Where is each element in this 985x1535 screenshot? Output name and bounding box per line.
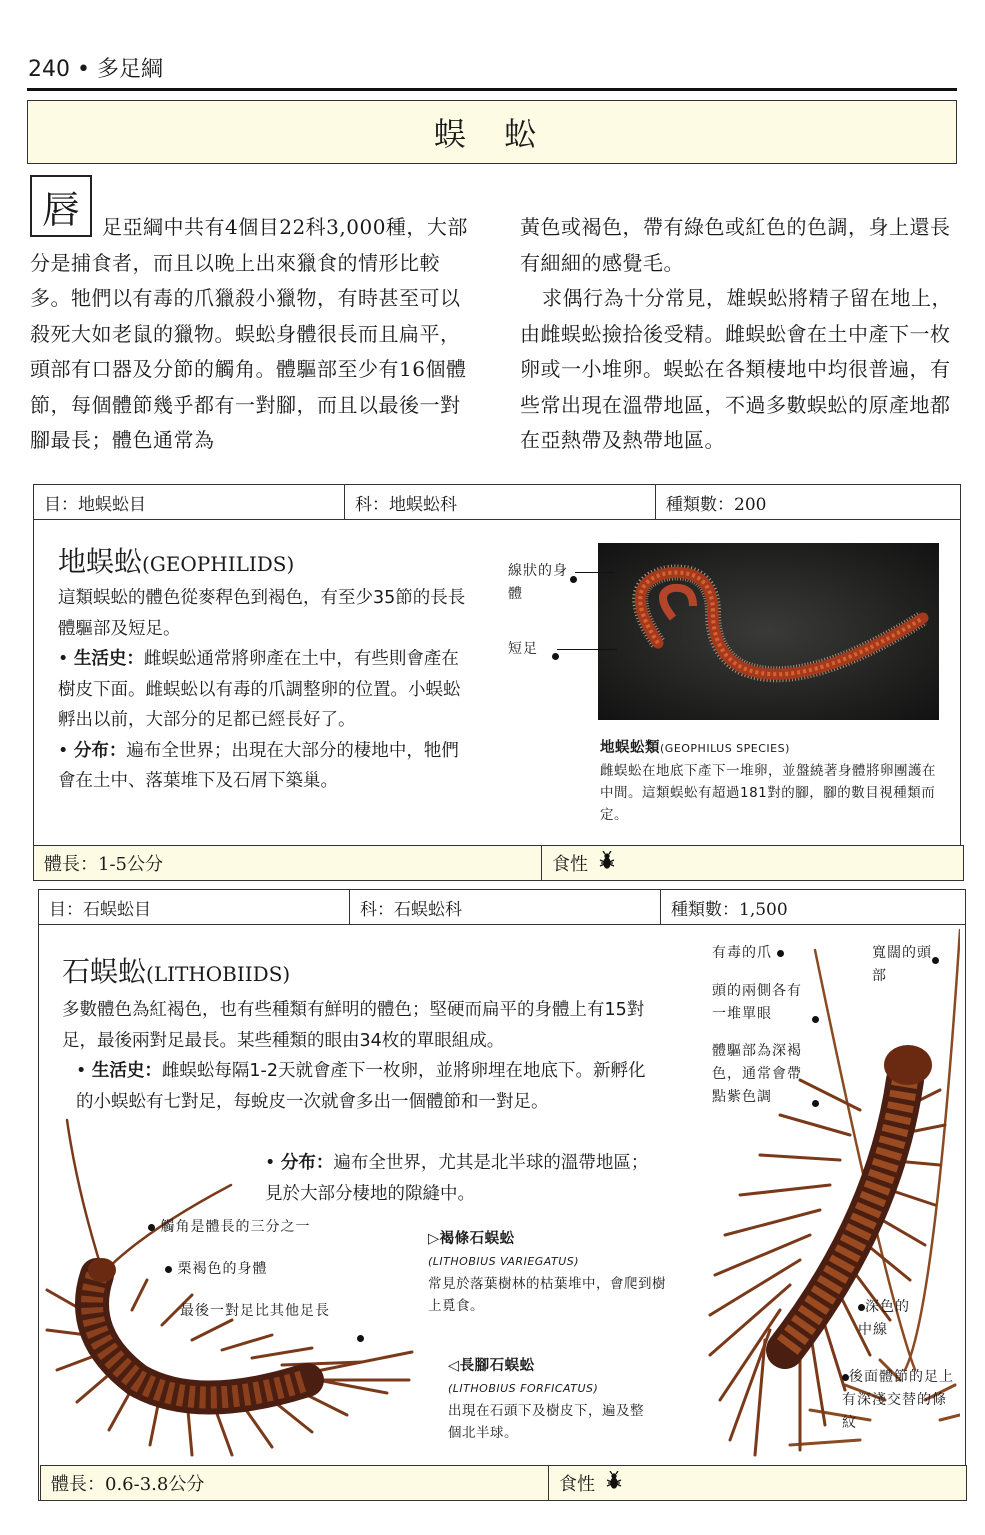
distribution: • 分布：遍布全世界；出現在大部分的棲地中，牠們會在土中、落葉堆下及石屑下築巢。 xyxy=(58,740,459,791)
life-history-text: 雌蜈蚣通常將卵產在土中，有些則會產在樹皮下面。雌蜈蚣以有毒的爪調整卵的位置。小蜈蚣孵出以前，大部分的足都已經長好了。 xyxy=(58,649,461,730)
species-name-en: (GEOPHILIDS) xyxy=(142,552,295,576)
insect-icon xyxy=(598,851,616,876)
note-latin: (LITHOBIUS FORFICATUS) xyxy=(448,1382,599,1395)
caption-latin: (GEOPHILUS SPECIES) xyxy=(660,742,790,755)
note-title: ▷褐條石蜈蚣 xyxy=(428,1231,515,1247)
note-title: ◁長腳石蜈蚣 xyxy=(448,1358,535,1374)
body-length: 體長：0.6-3.8公分 xyxy=(41,1466,549,1500)
drop-cap: 唇 xyxy=(30,175,92,237)
leader-dot xyxy=(812,1009,819,1028)
intro-paragraph-2: 求偶行為十分常見，雄蜈蚣將精子留在地上，由雌蜈蚣撿拾後受精。雌蜈蚣會在土中產下一枚卵或一小堆卵。蜈蚣在各類棲地中均很普遍，有些常出現在溫帶地區，不過多數蜈蚣的原產地都在亞熱帶及熱帶地區。 xyxy=(520,286,952,452)
caption-text: 雌蜈蚣在地底下產下一堆卵，並盤繞著身體將卵團護在中間。這類蜈蚣有超過181對的腳，腳的數目視種類而定。 xyxy=(600,763,936,823)
description-text: 這類蜈蚣的體色從麥稈色到褐色，有至少35節的長長體驅部及短足。 xyxy=(58,588,466,639)
label-chestnut-body: 栗褐色的身體 xyxy=(165,1258,267,1281)
diet xyxy=(549,1466,966,1500)
label-short-legs: 短足 xyxy=(508,641,538,657)
note-latin: (LITHOBIUS VARIEGATUS) xyxy=(428,1255,580,1268)
distribution-label: 分布： xyxy=(280,1153,334,1173)
order-cell: 目：石蜈蚣目 xyxy=(39,890,350,924)
life-history-label: 生活史： xyxy=(91,1061,162,1081)
species-description xyxy=(62,995,652,1117)
distribution-text: 遍布全世界，尤其是北半球的溫帶地區；見於大部分棲地的隙縫中。 xyxy=(265,1153,649,1204)
header-rule xyxy=(27,88,957,91)
species-name-cn: 地蜈蚣 xyxy=(58,545,143,578)
life-history: • 生活史：雌蜈蚣通常將卵產在土中，有些則會產在樹皮下面。雌蜈蚣以有毒的爪調整卵的位置。小蜈蚣孵出以前，大部分的足都已經長好了。 xyxy=(58,649,461,730)
distribution: • 分布：遍布全世界，尤其是北半球的溫帶地區；見於大部分棲地的隙縫中。 xyxy=(265,1153,649,1204)
leader-dot xyxy=(932,950,939,969)
label-venom-claws: 有毒的爪 xyxy=(712,942,784,965)
leader-dot xyxy=(812,1093,819,1112)
page-title: 蜈 蚣 xyxy=(27,100,957,164)
intro-paragraph-1: 黃色或褐色，帶有綠色或紅色的色調，身上還長有細細的感覺毛。 xyxy=(520,215,951,275)
label-last-legs: 最後一對足比其他足長 xyxy=(180,1303,330,1319)
diet-label: 食性 xyxy=(552,854,588,875)
lithobiids-footer xyxy=(40,1465,967,1501)
species-name-cn: 石蜈蚣 xyxy=(62,955,147,988)
note-text: 常見於落葉樹林的枯葉堆中，會爬到樹上覓食。 xyxy=(428,1276,666,1314)
geophilus-photo xyxy=(598,543,939,720)
note-text: 出現在石頭下及樹皮下，遍及整個北半球。 xyxy=(448,1403,644,1441)
description-text: 多數體色為紅褐色，也有些種類有鮮明的體色；堅硬而扁平的身體上有15對足，最後兩對足最長。某些種類的眼由34枚的單眼組成。 xyxy=(62,1000,645,1051)
label-trunk-color: 體驅部為深褐色，通常會帶點紫色調 xyxy=(712,1043,802,1105)
species-heading xyxy=(62,950,290,990)
label-dark-midline: 深色的中線 xyxy=(858,1299,910,1338)
body-length: 體長：1-5公分 xyxy=(34,846,542,880)
species-count-cell: 種類數：200 xyxy=(666,494,767,515)
family-cell: 科：地蜈蚣科 xyxy=(345,485,656,519)
label-broad-head: 寬闊的頭部 xyxy=(872,945,932,984)
photo-caption xyxy=(600,737,945,826)
species-count-cell: 種類數：1,500 xyxy=(671,899,788,920)
species-name-en: (LITHOBIIDS) xyxy=(146,962,291,986)
insect-icon xyxy=(605,1471,623,1496)
species-description xyxy=(58,583,468,797)
family-cell: 科：石蜈蚣科 xyxy=(350,890,661,924)
distribution-text: 遍布全世界；出現在大部分的棲地中，牠們會在土中、落葉堆下及石屑下築巢。 xyxy=(58,740,459,791)
diet xyxy=(542,846,963,880)
diet-label: 食性 xyxy=(559,1474,595,1495)
life-history: • 生活史：雌蜈蚣每隔1-2天就會產下一枚卵，並將卵埋在地底下。新孵化的小蜈蚣有七對足，每蛻皮一次就會多出一個體節和一對足。 xyxy=(76,1061,646,1112)
label-antenna: 觸角是體長的三分之一 xyxy=(148,1216,310,1239)
label-threadlike-body: 線狀的身體 xyxy=(508,563,568,602)
intro-right-column xyxy=(520,210,960,459)
caption-title: 地蜈蚣類 xyxy=(600,740,660,756)
geophilids-classification-bar xyxy=(33,484,961,520)
intro-left-column: 足亞綱中共有4個目22科3,000種，大部分是捕食者，而且以晚上出來獵食的情形比較多。牠們以有毒的爪獵殺小獵物，有時甚至可以殺死大如老鼠的獵物。蜈蚣身體很長而且扁平，頭部有口器及分節的觸角。體驅部至少有16個體節，每個體節幾乎都有一對腳，而且以最後一對腳最長；體色通常為 xyxy=(30,215,468,452)
distribution-label: 分布： xyxy=(73,740,127,761)
species-heading xyxy=(58,540,294,580)
species-note-variegatus xyxy=(428,1228,668,1317)
label-banded-legs: 後面體節的足上有深淺交替的條紋 xyxy=(842,1369,954,1431)
species-note-forficatus xyxy=(448,1355,648,1444)
label-ocelli: 頭的兩側各有一堆單眼 xyxy=(712,983,802,1022)
leader-line xyxy=(575,572,615,573)
lithobius-variegatus-illustration xyxy=(42,1110,422,1470)
leader-line xyxy=(557,649,617,650)
geophilids-footer xyxy=(33,845,964,881)
life-history-text: 雌蜈蚣每隔1-2天就會產下一枚卵，並將卵埋在地底下。新孵化的小蜈蚣有七對足，每蛻皮一次就會多出一個體節和一對足。 xyxy=(76,1061,646,1112)
order-cell: 目：地蜈蚣目 xyxy=(34,485,345,519)
leader-dot xyxy=(357,1328,364,1347)
life-history-label: 生活史： xyxy=(73,649,144,669)
running-head: 240 • 多足綱 xyxy=(28,57,163,82)
